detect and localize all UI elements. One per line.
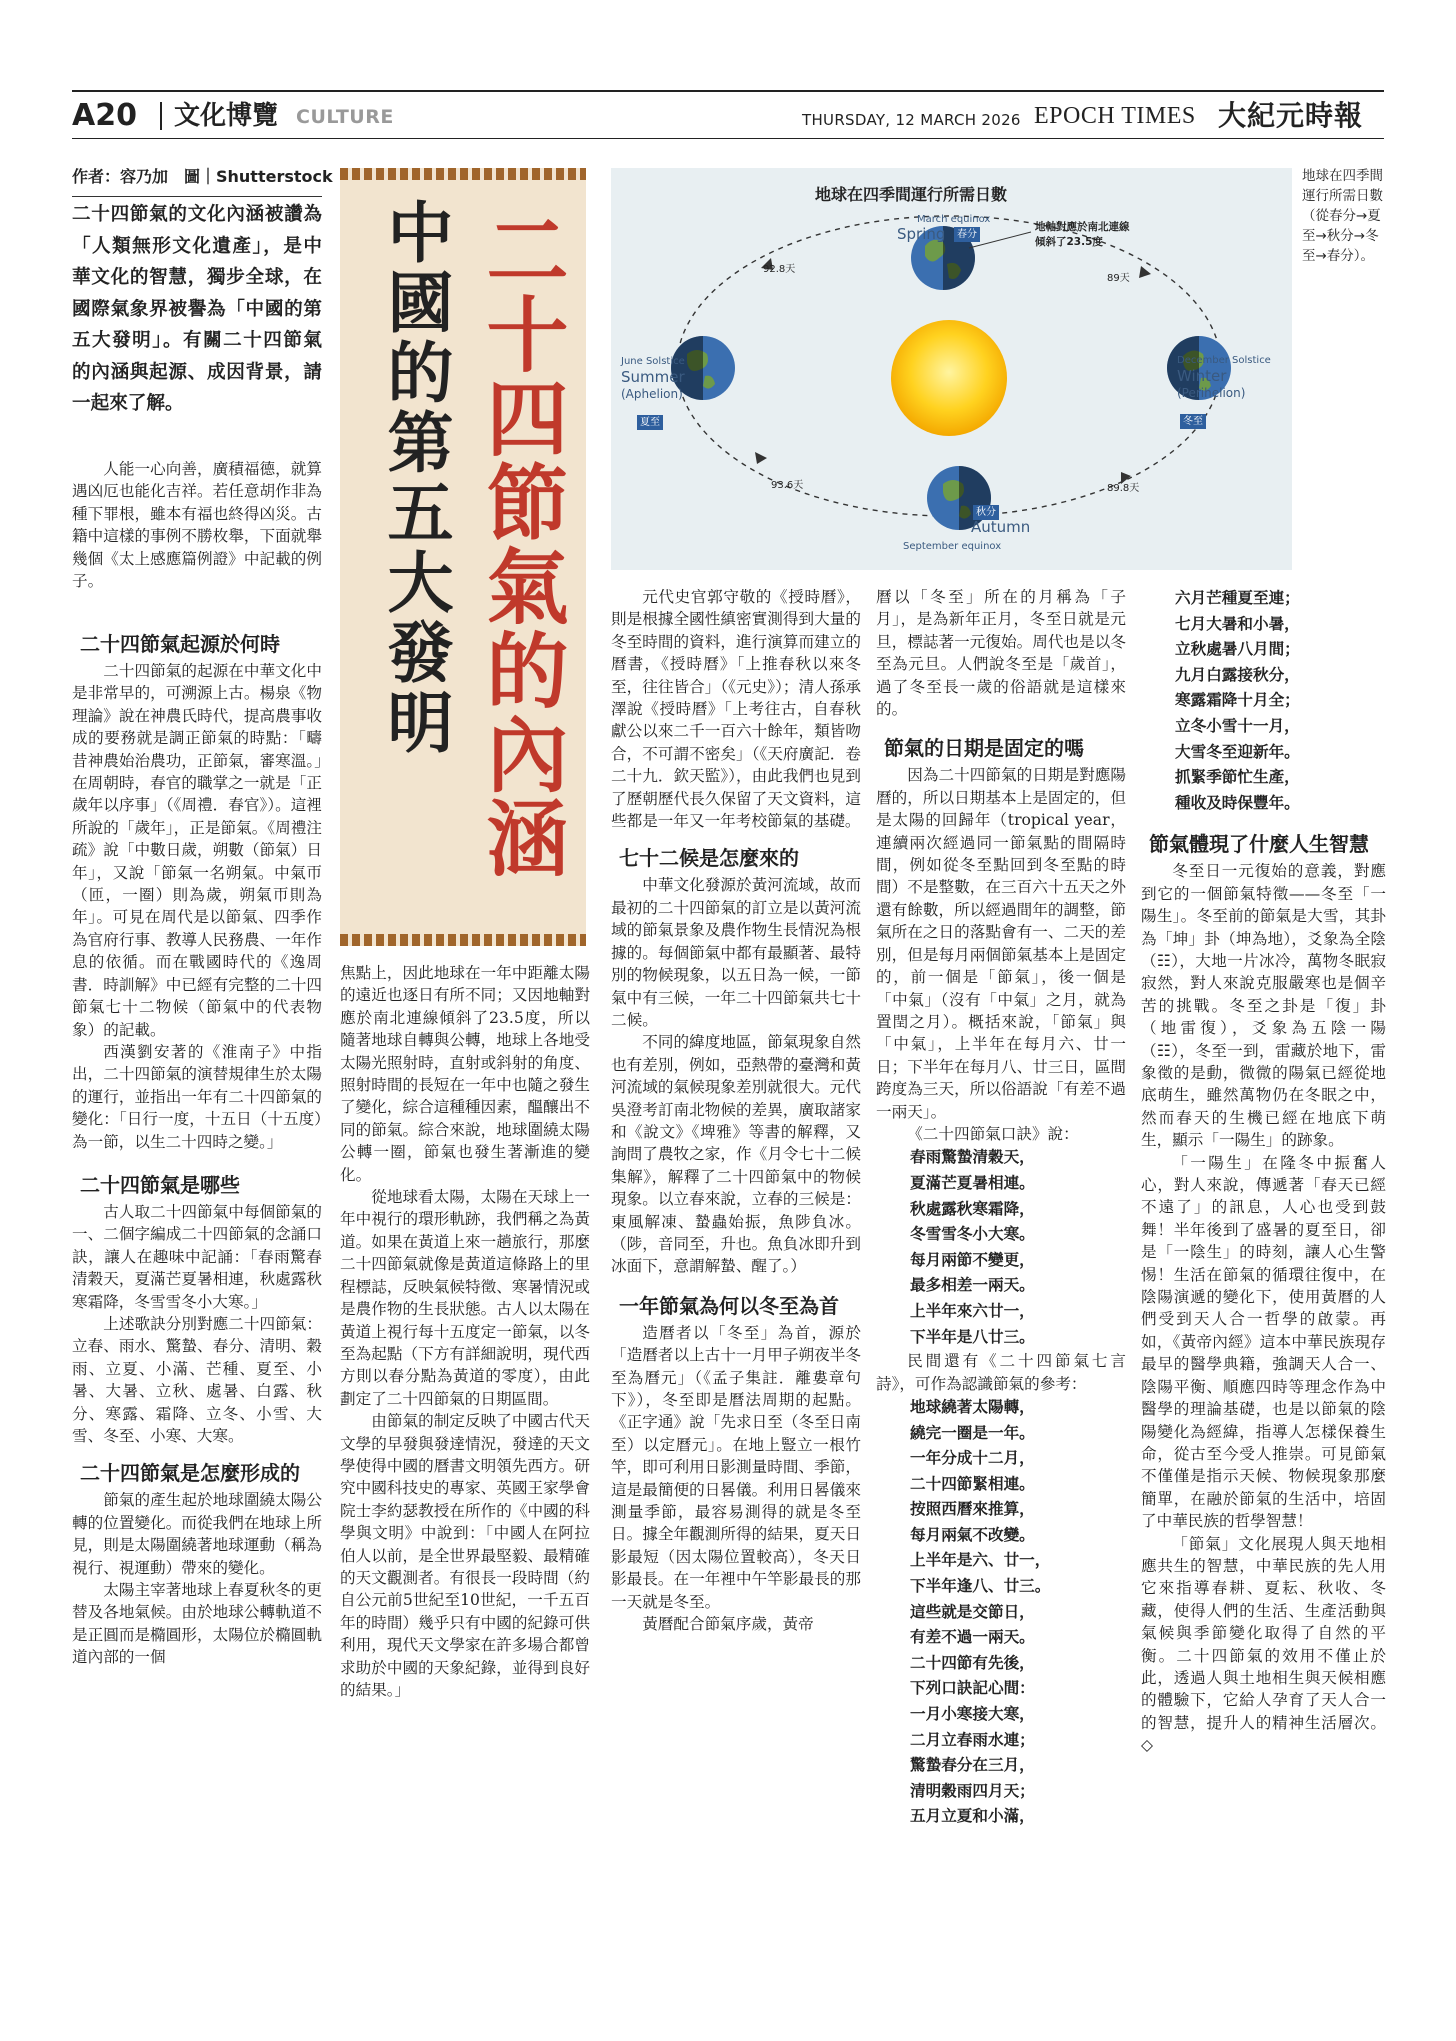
heading-which: 二十四節氣是哪些	[80, 1172, 240, 1197]
header-top-rule	[72, 90, 1384, 92]
masthead-zh: 大紀元時報	[1218, 99, 1364, 132]
orbit-diagram	[611, 168, 1292, 570]
days-summer-autumn: 93.6天	[771, 480, 804, 491]
diagram-title: 地球在四季間運行所需日數	[815, 185, 1008, 204]
axis-note-2: 傾斜了23.5度	[1035, 236, 1103, 248]
banner-pattern-top	[340, 168, 586, 180]
summer-zh-badge: 夏至	[637, 415, 663, 430]
days-autumn-winter: 89.8天	[1107, 483, 1140, 494]
poem-qiyan: 地球繞著太陽轉， 繞完一圈是一年。 一年分成十二月， 二十四節緊相連。 按照西曆來推算， 每月兩氣不改變。 上半年是六、廿一， 下半年逢八、廿三。 這些就是交節日， 有差不過一兩天。 二十四節有先後， 下列口訣記心間： 一月小寒接大寒， 二月立春雨水連； 驚蟄春分在三月， 清明穀雨四月天； 五月立夏和小滿，	[910, 1397, 1051, 1826]
masthead-en: EPOCH TIMES	[1034, 103, 1196, 129]
autumn-en-small: September equinox	[903, 541, 1002, 552]
autumn-zh-badge: 秋分	[973, 505, 999, 520]
summer-en: Summer	[621, 368, 685, 386]
heading-formation: 二十四節氣是怎麼形成的	[80, 1461, 300, 1486]
poem-koujue: 春雨驚蟄清穀天， 夏滿芒夏暑相連。 秋處露秋寒霜降， 冬雪雪冬小大寒。 每月兩節不變更， 最多相差一兩天。 上半年來六廿一， 下半年是八廿三。	[910, 1148, 1035, 1346]
summer-en-2: (Aphelion)	[621, 387, 683, 401]
winter-en-2: (Perihelion)	[1177, 386, 1246, 400]
heading-72-hou: 七十二候是怎麼來的	[619, 846, 799, 871]
lede: 二十四節氣的文化內涵被讚為「人類無形文化遺產」，是中華文化的智慧，獨步全球，在國際氣象界被譽為「中國的第五大發明」。有關二十四節氣的內涵與起源、成因背景，請一起來了解。	[72, 196, 322, 420]
winter-zh-badge: 冬至	[1180, 414, 1206, 429]
column-4: 曆以「冬至」所在的月稱為「子月」，是為新年正月，冬至日就是元旦，標誌著一元復始。周代也是以冬至為元旦。人們說冬至是「歲首」，過了冬至長一歲的俗語就是這樣來的。 節氣的日期是固定的嗎 因為二十四節氣的日期是對應陽曆的，所以日期基本上是固定的，但是太陽的回歸年（tropical year，連續兩次經過同一節氣點的間隔時間，例如從冬至點回到冬至點的時間）不是整數，在三百六十五天之外還有餘數，所以經過間年的調整，節氣所在之日的落點會有一、二天的差別，但是每月兩個節氣基本上是固定的，前一個是「節氣」，後一個是「中氣」（沒有「中氣」之月，就為置閏之月）。概括來說，「節氣」與「中氣」，上半年在每月六、廿一日；下半年在每月八、廿三日，區間跨度為三天，所以俗語說「有差不過一兩天」。 《二十四節氣口訣》說： 春雨驚蟄清穀天， 夏滿芒夏暑相連。 秋處露秋寒霜降， 冬雪雪冬小大寒。 每月兩節不變更， 最多相差一兩天。 上半年來六廿一， 下半年是八廿三。 民間還有《二十四節氣七言詩》，可作為認識節氣的參考： 地球繞著太陽轉， 繞完一圈是一年。 一年分成十二月， 二十四節緊相連。 按照西曆來推算， 每月兩氣不改變。 上半年是六、廿一， 下半年逢八、廿三。 這些就是交節日， 有差不過一兩天。 二十四節有先後， 下列口訣記心間： 一月小寒接大寒， 二月立春雨水連； 驚蟄春分在三月， 清明穀雨四月天； 五月立夏和小滿，	[876, 586, 1126, 1830]
spring-en-small: March equinox	[917, 214, 991, 225]
headline-sub: 中國的第五大發明	[376, 198, 453, 758]
heading-wisdom: 節氣體現了什麼人生智慧	[1149, 832, 1369, 857]
spring-en: Spring	[897, 225, 946, 243]
orbit-arrow-tr	[1139, 266, 1151, 278]
autumn-en: Autumn	[971, 518, 1031, 536]
diagram-caption: 地球在四季間運行所需日數（從春分→夏至→秋分→冬至→春分）。	[1302, 168, 1383, 264]
section-title-en: CULTURE	[296, 106, 394, 128]
intro-paragraph: 人能一心向善，廣積福德，就算遇凶厄也能化吉祥。若任意胡作非為種下罪根，雖本有福也終得凶災。古籍中這樣的事例不勝枚舉，下面就舉幾個《太上感應篇例證》中記載的例子。	[72, 460, 322, 591]
summer-en-small: June Solstice	[621, 356, 685, 367]
winter-en-small: December Solstice	[1177, 355, 1271, 366]
heading-winter-solstice: 一年節氣為何以冬至為首	[619, 1293, 839, 1318]
headline-main: 二十四節氣的內涵	[473, 208, 568, 880]
winter-en: Winter	[1177, 367, 1227, 385]
heading-origin: 二十四節氣起源於何時	[80, 632, 280, 656]
spring-zh-badge: 春分	[954, 227, 980, 242]
axis-note-1: 地軸對應於南北連線	[1035, 221, 1130, 233]
header-divider	[160, 102, 162, 130]
issue-date: THURSDAY, 12 MARCH 2026	[802, 111, 1021, 129]
banner-pattern-bottom	[340, 934, 586, 946]
header-bottom-rule	[72, 138, 1384, 139]
page-number: A20	[72, 98, 137, 133]
column-3: 元代史官郭守敬的《授時曆》，則是根據全國性縝密實測得到大量的冬至時間的資料，進行演算而建立的曆書，《授時曆》「上推春秋以來冬至，往往皆合」（《元史》）；清人孫承澤說《授時曆》「上考往古，自春秋獻公以來二千一百六十餘年，類皆吻合，不可謂不密矣」（《天府廣記．卷二十九．欽天監》），由此我們也見到了歷朝歷代長久保留了天文資料，這些都是一年又一年考校節氣的基礎。 七十二候是怎麼來的 中華文化發源於黃河流域，故而最初的二十四節氣的訂立是以黃河流域的節氣景象及農作物生長情況為根據的。每個節氣中都有最顯著、最特別的物候現象，以五日為一候，一節氣中有三候，一年二十四節氣共七十二候。 不同的緯度地區，節氣現象自然也有差別，例如，亞熱帶的臺灣和黃河流域的氣候現象差別就很大。元代吳澄考訂南北物候的差異，廣取諸家和《說文》《埤雅》等書的解釋，又詢問了農牧之家，作《月令七十二候集解》，解釋了二十四節氣中的物候現象。以立春來說，立春的三候是：東風解凍、蟄蟲始振，魚陟負冰。（陟，音同至，升也。魚負冰即升到冰面下，意謂解蟄、醒了。） 一年節氣為何以冬至為首 造曆者以「冬至」為首，源於「造曆者以上古十一月甲子朔夜半冬至為曆元」（《孟子集註．離婁章句下》），冬至即是曆法周期的起點。《正字通》說「先求日至（冬至日南至）以定曆元」。在地上豎立一根竹竿，即可利用日影測量時間、季節，這是最簡便的日晷儀。利用日晷儀來測量季節，最容易測得的就是冬至日。據全年觀測所得的結果，夏天日影最短（因太陽位置較高），冬天日影最長。在一年裡中午竿影最長的那一天就是冬至。 黃曆配合節氣序歲，黃帝	[611, 588, 861, 1634]
sun	[891, 320, 1007, 436]
column-1: 二十四節氣起源於何時 二十四節氣的起源在中華文化中是非常早的，可溯源上古。楊泉《物理論》說在神農氏時代，提高農事收成的要務就是調正節氣的時點：「疇昔神農始治農功，正節氣，審寒溫。」在周朝時，春官的職掌之一就是「正歲年以序事」（《周禮．春官》）。這裡所說的「歲年」，正是節氣。《周禮注疏》說「中數日歲，朔數（節氣）日年」，又說「節氣一名朔氣。中氣帀（匝，一圈）則為歲，朔氣帀則為年」。可見在周代是以節氣、四季作為官府行事、教導人民務農、一年作息的依循。而在戰國時代的《逸周書．時訓解》中已經有完整的二十四節氣七十二物候（節氣中的代表物象）的記載。 西漢劉安著的《淮南子》中指出，二十四節氣的演替規律生於太陽的運行，並指出一年有二十四節氣的變化：「日行一度，十五日（十五度）為一節，以生二十四時之變。」 二十四節氣是哪些 古人取二十四節氣中每個節氣的一、二個字編成二十四節氣的念誦口訣，讓人在趣味中記誦：「春雨驚春清穀天，夏滿芒夏暑相連，秋處露秋寒霜降，冬雪雪冬小大寒。」 上述歌訣分別對應二十四節氣：立春、雨水、驚蟄、春分、清明、穀雨、立夏、小滿、芒種、夏至、小暑、大暑、立秋、處暑、白露、秋分、寒露、霜降、立冬、小雪、大雪、冬至、小寒、大寒。 二十四節氣是怎麼形成的 節氣的產生起於地球圍繞太陽公轉的位置變化。而從我們在地球上所見，則是太陽圍繞著地球運動（稱為視行、視運動）帶來的變化。 太陽主宰著地球上春夏秋冬的更替及各地氣候。由於地球公轉軌道不是正圓而是橢圓形，太陽位於橢圓軌道內部的一個	[72, 632, 322, 1667]
poem-qiyan-continued: 六月芒種夏至連； 七月大暑和小暑， 立秋處暑八月間； 九月白露接秋分， 寒露霜降十月全； 立冬小雪十一月， 大雪冬至迎新年。 抓緊季節忙生產， 種收及時保豐年。	[1175, 589, 1300, 812]
column-5: 六月芒種夏至連； 七月大暑和小暑， 立秋處暑八月間； 九月白露接秋分， 寒露霜降十月全； 立冬小雪十一月， 大雪冬至迎新年。 抓緊季節忙生產， 種收及時保豐年。 節氣體現了什麼人生智慧 冬至日一元復始的意義，對應到它的一個節氣特徵——冬至「一陽生」。冬至前的節氣是大雪，其卦為「坤」卦（坤為地），爻象為全陰（☷），大地一片冰冷，萬物冬眠寂寂然，對人來說克服嚴寒也是個辛苦的挑戰。冬至之卦是「復」卦（地雷復），爻象為五陰一陽（☷），冬至一到，雷藏於地下，雷象徵的是動，微微的陽氣已經從地底萌生，雖然萬物仍在冬眠之中，然而春天的生機已經在地底下萌生，顯示「一陽生」的跡象。 「一陽生」在隆冬中振奮人心，對人來說，傳遞著「春天已經不遠了」的訊息，人心也受到鼓舞！半年後到了盛暑的夏至日，卻是「一陰生」的時刻，讓人心生警惕！生活在節氣的循環往復中，在陰陽演遞的變化下，使用黃曆的人們受到天人合一哲學的啟蒙。再如，《黃帝內經》這本中華民族現存最早的醫學典籍，強調天人合一、陰陽平衡、順應四時等理念作為中醫學的理論基礎，也是以節氣的陰陽變化為經緯，指導人怎樣保養生命，從古至今受人推崇。可見節氣不僅僅是指示天候、物候現象那麼簡單，在融於節氣的生活中，培固了中華民族的哲學智慧！ 「節氣」文化展現人與天地相應共生的智慧，中華民族的先人用它來指導春耕、夏耘、秋收、冬藏，使得人們的生活、生產活動與氣候與季節變化取得了自然的平衡。二十四節氣的效用不僅止於此，透過人與土地相生與天候相應的體驗下，它給人孕育了天人合一的智慧，提升人的精神生活層次。◇	[1141, 586, 1386, 1757]
orbit-arrow-bl	[755, 452, 767, 464]
heading-fixed-dates: 節氣的日期是固定的嗎	[884, 736, 1084, 761]
column-2: 焦點上，因此地球在一年中距離太陽的遠近也逐日有所不同；又因地軸對應於南北連線傾斜了23.5度，所以隨著地球自轉與公轉，地球上各地受太陽光照射時，直射或斜射的角度、照射時間的長短在一年中也隨之發生了變化，綜合這種種因素，醞釀出不同的節氣。綜合來說，地球圍繞太陽公轉一圈，節氣也發生著漸進的變化。 從地球看太陽，太陽在天球上一年中視行的環形軌跡，我們稱之為黃道。如果在黃道上來一趟旅行，那麼二十四節氣就像是黃道這條路上的里程標誌，反映氣候特徵、寒暑情況或是農作物的生長狀態。古人以太陽在黃道上視行每十五度定一節氣，以冬至為起點（下方有詳細說明，現代西方則以春分點為黃道的零度），由此劃定了二十四節氣的日期區間。 由節氣的制定反映了中國古代天文學的早發與發達情況，發達的天文學使得中國的曆書文明領先西方。研究中國科技史的專家、英國王家學會院士李約瑟教授在所作的《中國的科學與文明》中說到：「中國人在阿拉伯人以前，是全世界最堅毅、最精確的天文觀測者。有很長一段時間（約自公元前5世紀至10世紀，一千五百年的時間）幾乎只有中國的紀錄可供利用，現代天文學家在許多場合都曾求助於中國的天象紀錄，並得到良好的結果。」	[340, 964, 590, 1699]
title-banner	[340, 168, 586, 946]
days-spring-summer: 92.8天	[763, 264, 796, 275]
section-title-zh: 文化博覽	[174, 101, 279, 131]
days-winter-spring: 89天	[1107, 273, 1130, 284]
byline: 作者：容乃加 圖｜Shutterstock	[72, 167, 333, 186]
